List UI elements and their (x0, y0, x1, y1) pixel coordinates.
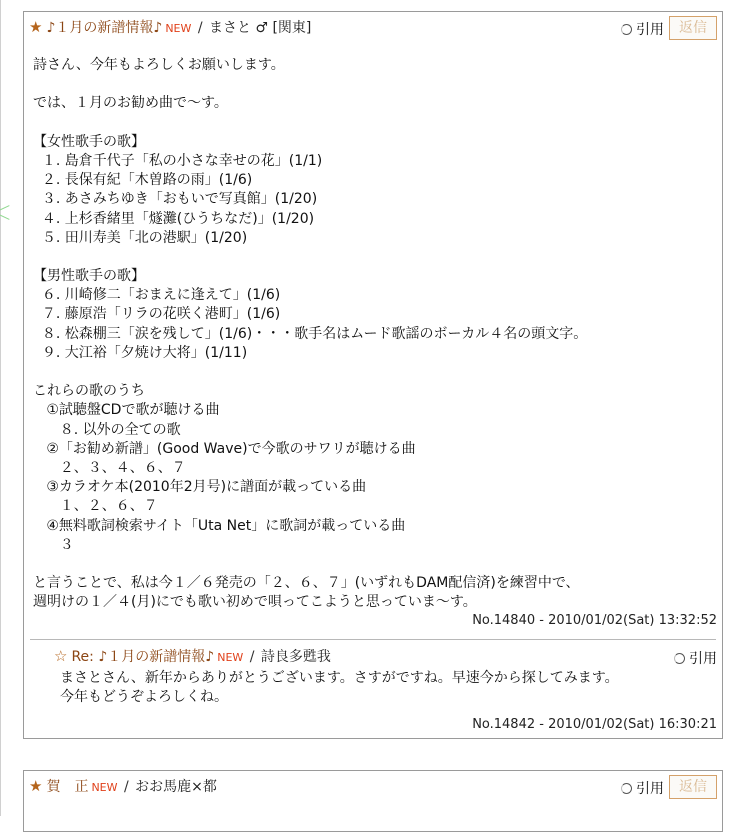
radio-icon[interactable] (621, 24, 632, 35)
star-icon: ★ (29, 18, 43, 36)
body-line: ③カラオケ本(2010年2月号)に譜面が載っている曲 (33, 479, 367, 496)
radio-icon[interactable] (621, 783, 632, 794)
separator: / (249, 649, 255, 665)
reply-body (60, 669, 619, 707)
new-badge: NEW (217, 651, 244, 664)
thread-post (23, 11, 723, 739)
body-line: ４. 上杉香緒里「燧灘(ひうちなだ)」(1/20) (33, 210, 315, 227)
reply-meta: No.14842 - 2010/01/02(Sat) 16:30:21 (472, 717, 717, 732)
body-line: １、２、６、７ (33, 498, 158, 515)
body-line: では、１月のお勧め曲で～す。 (33, 95, 228, 112)
reply-button[interactable]: 返信 (669, 775, 717, 799)
post-header (29, 775, 217, 797)
body-line: ２. 長保有紀「木曽路の雨」(1/6) (33, 172, 253, 189)
window-left-edge (0, 0, 1, 816)
post-author: おお馬鹿×都 (135, 779, 217, 795)
new-badge: NEW (91, 781, 118, 794)
new-badge: NEW (165, 22, 192, 35)
post-header (29, 16, 311, 38)
post-title[interactable]: ♪１月の新譜情報♪ (46, 20, 163, 36)
thread-post (23, 770, 723, 832)
radio-icon[interactable] (674, 653, 685, 664)
body-line: １. 島倉千代子「私の小さな幸せの花」(1/1) (33, 152, 323, 169)
body-line: と言うことで、私は今１／６発売の「２、６、７」(いずれもDAM配信済)を練習中で、 (33, 575, 580, 592)
post-meta: No.14840 - 2010/01/02(Sat) 13:32:52 (472, 613, 717, 628)
body-line: ７. 藤原浩「リラの花咲く港町」(1/6) (33, 306, 281, 323)
star-outline-icon: ☆ (54, 647, 68, 665)
body-line: ３. あさみちゆき「おもいで写真館」(1/20) (33, 191, 318, 208)
body-line: ８. 以外の全ての歌 (33, 421, 181, 438)
reply-quote-option[interactable] (674, 648, 717, 668)
separator: / (197, 20, 203, 36)
quote-option[interactable] (621, 778, 664, 798)
body-line: ①試聴盤CDで歌が聴ける曲 (33, 402, 220, 419)
reply-line: まさとさん、新年からありがとうございます。さすがですね。早速今から探してみます。 (60, 670, 619, 686)
body-line: ②「お勧め新譜」(Good Wave)で今歌のサワリが聴ける曲 (33, 440, 416, 457)
reply-author: 詩良多甦我 (260, 649, 331, 665)
quote-option[interactable] (621, 19, 664, 39)
reply-prefix[interactable]: Re: (71, 649, 94, 665)
body-line: ９. 大江裕「夕焼け大将」(1/11) (33, 344, 248, 361)
reply-title[interactable]: ♪１月の新譜情報♪ (98, 649, 215, 665)
body-line (33, 114, 587, 133)
post-title[interactable]: 賀 正 (46, 779, 89, 795)
body-line: 週明けの１／４(月)にでも歌い初めで唄ってこようと思っていま～す。 (33, 594, 477, 611)
star-icon: ★ (29, 777, 43, 795)
separator: / (123, 779, 129, 795)
reply-header (54, 646, 331, 668)
body-line (33, 248, 587, 267)
body-line: ３ (33, 536, 74, 553)
quote-label: 引用 (636, 22, 664, 38)
decorative-mark (0, 205, 10, 221)
body-line (33, 555, 587, 574)
body-line: これらの歌のうち (33, 383, 145, 400)
body-line: 詩さん、今年もよろしくお願いします。 (33, 57, 285, 73)
body-line: ④無料歌詞検索サイト「Uta Net」に歌詞が載っている曲 (33, 517, 406, 534)
body-line (33, 363, 587, 382)
body-line: ６. 川崎修二「おまえに逢えて」(1/6) (33, 287, 281, 304)
reply-button[interactable]: 返信 (669, 16, 717, 40)
body-line (33, 75, 587, 94)
post-author: まさと ♂ [関東] (209, 20, 312, 36)
body-line: 【女性歌手の歌】 (33, 133, 145, 150)
reply-line: 今年もどうぞよろしくね。 (60, 689, 228, 706)
body-line: ８. 松森棚三「涙を残して」(1/6)・・・歌手名はムード歌謡のボーカル４名の頭文字。 (33, 325, 588, 342)
body-line: 【男性歌手の歌】 (33, 268, 145, 285)
body-line: ２、３、４、６、７ (33, 459, 186, 476)
post-body (33, 56, 587, 612)
quote-label: 引用 (636, 781, 664, 797)
reply-divider (30, 639, 716, 640)
body-line: ５. 田川寿美「北の港駅」(1/20) (33, 229, 248, 246)
quote-label: 引用 (689, 651, 717, 667)
